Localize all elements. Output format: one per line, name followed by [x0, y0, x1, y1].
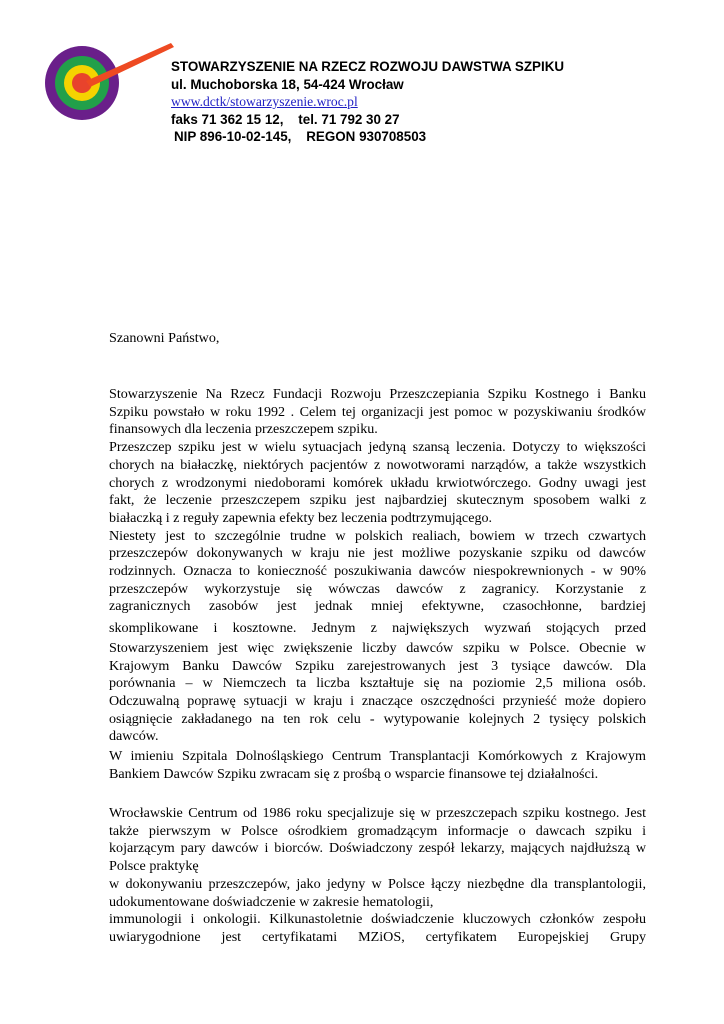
- text-line: rodzinnych. Oznacza to konieczność poszukiwania dawców niespokrewnionych - w 90%: [109, 563, 646, 580]
- org-name: STOWARZYSZENIE NA RZECZ ROZWOJU DAWSTWA SZPIKU: [171, 59, 565, 74]
- organization-logo: [44, 40, 176, 122]
- text-line: zagranicznych zasobów jest jednak mniej efektywne, czasochłonne, bardziej: [109, 598, 646, 615]
- text-line: dawców.: [109, 728, 159, 745]
- text-line: fakt, że leczenie przeszczepem szpiku jest najbardziej skutecznym sposobem walki z: [109, 492, 646, 509]
- text-line: skomplikowane i kosztowne. Jednym z największych wyzwań stojących przed: [109, 620, 646, 637]
- text-line: uwiarygodnione jest certyfikatami MZiOS, certyfikatem Europejskiej Grupy: [109, 928, 646, 945]
- paragraph-request: [109, 748, 646, 783]
- text-line: immunologii i onkologii. Kilkunastoletnie doświadczenie kluczowych członków zespołu: [109, 911, 646, 928]
- org-ids: NIP 896-10-02-145, REGON 930708503: [174, 129, 427, 144]
- text-line: kojarzącym pary dawców i biorców. Doświadczony zespół lekarzy, mających najdłuższą w: [109, 840, 646, 857]
- text-line: osiągnięcie zakładanego na ten rok celu - wytypowanie kolejnych 2 tysięcy polskich: [109, 710, 646, 727]
- letterhead: [171, 58, 691, 146]
- text-line: udokumentowane doświadczenie w zakresie hematologii,: [109, 893, 434, 910]
- text-line: w dokonywaniu przeszczepów, jako jedyny w Polsce łączy niezbędne dla transplantologii,: [109, 875, 646, 892]
- text-line: przeszczepów wykorzystuje się wówczas dawców z zagranicy. Korzystanie z: [109, 580, 646, 597]
- text-line: Polsce praktykę: [109, 858, 199, 875]
- text-line: chorych na białaczkę, niektórych pacjentów z nowotworami narządów, a także wszystkich: [109, 456, 646, 473]
- text-line: Szpiku powstało w roku 1992 . Celem tej organizacji jest pomoc w pozyskiwaniu środków: [109, 403, 646, 420]
- text-line: Wrocławskie Centrum od 1986 roku specjalizuje się w przeszczepach szpiku kostnego. Jest: [109, 805, 646, 821]
- text-line: Niestety jest to szczególnie trudne w polskich realiach, bowiem w trzech czwartych: [109, 527, 646, 544]
- paragraph-center-info: [109, 805, 646, 947]
- org-address: ul. Muchoborska 18, 54-424 Wrocław: [171, 76, 404, 92]
- greeting: Szanowni Państwo,: [109, 330, 220, 346]
- text-line: chorych z wrodzonymi niedoborami komórek układu krwiotwórczego. Godny uwagi jest: [109, 474, 646, 491]
- text-line: porównania – w Niemczech ta liczba kształtuje się na poziomie 2,5 miliona osób.: [109, 675, 646, 692]
- text-line: białaczką i z reguły zapewnia efekty bez leczenia podtrzymującego.: [109, 509, 493, 526]
- text-line: także pierwszym w Polsce ośrodkiem gromadzącym informacje o dawcach szpiku i: [109, 822, 646, 839]
- text-line: Odczuwalną poprawę sytuacji w kraju i znaczące oszczędności przynieść może dopiero: [109, 692, 646, 709]
- text-line: Krajowym Banku Dawców Szpiku zarejestrowanych jest 3 tysiące dawców. Dla: [109, 657, 646, 674]
- paragraph-intro: [109, 386, 646, 746]
- text-line: W imieniu Szpitala Dolnośląskiego Centrum Transplantacji Komórkowych z Krajowym: [109, 748, 646, 764]
- contact-numbers: faks 71 362 15 12, tel. 71 792 30 27: [171, 111, 400, 127]
- text-line: Stowarzyszeniem jest więc zwiększenie liczby dawców szpiku w Polsce. Obecnie w: [109, 639, 646, 656]
- text-line: przeszczepów dokonywanych w kraju nie jest możliwe pozyskanie szpiku od dawców: [109, 545, 646, 562]
- website-link[interactable]: www.dctk/stowarzyszenie.wroc.pl: [171, 94, 358, 109]
- text-line: Bankiem Dawców Szpiku zwracam się z prośbą o wsparcie finansowe tej działalności.: [109, 765, 599, 782]
- text-line: Stowarzyszenie Na Rzecz Fundacji Rozwoju Przeszczepiania Szpiku Kostnego i Banku: [109, 386, 646, 402]
- text-line: Przeszczep szpiku jest w wielu sytuacjach jedyną szansą leczenia. Dotyczy to większości: [109, 439, 646, 456]
- text-line: finansowych dla leczenia przeszczepem szpiku.: [109, 421, 378, 438]
